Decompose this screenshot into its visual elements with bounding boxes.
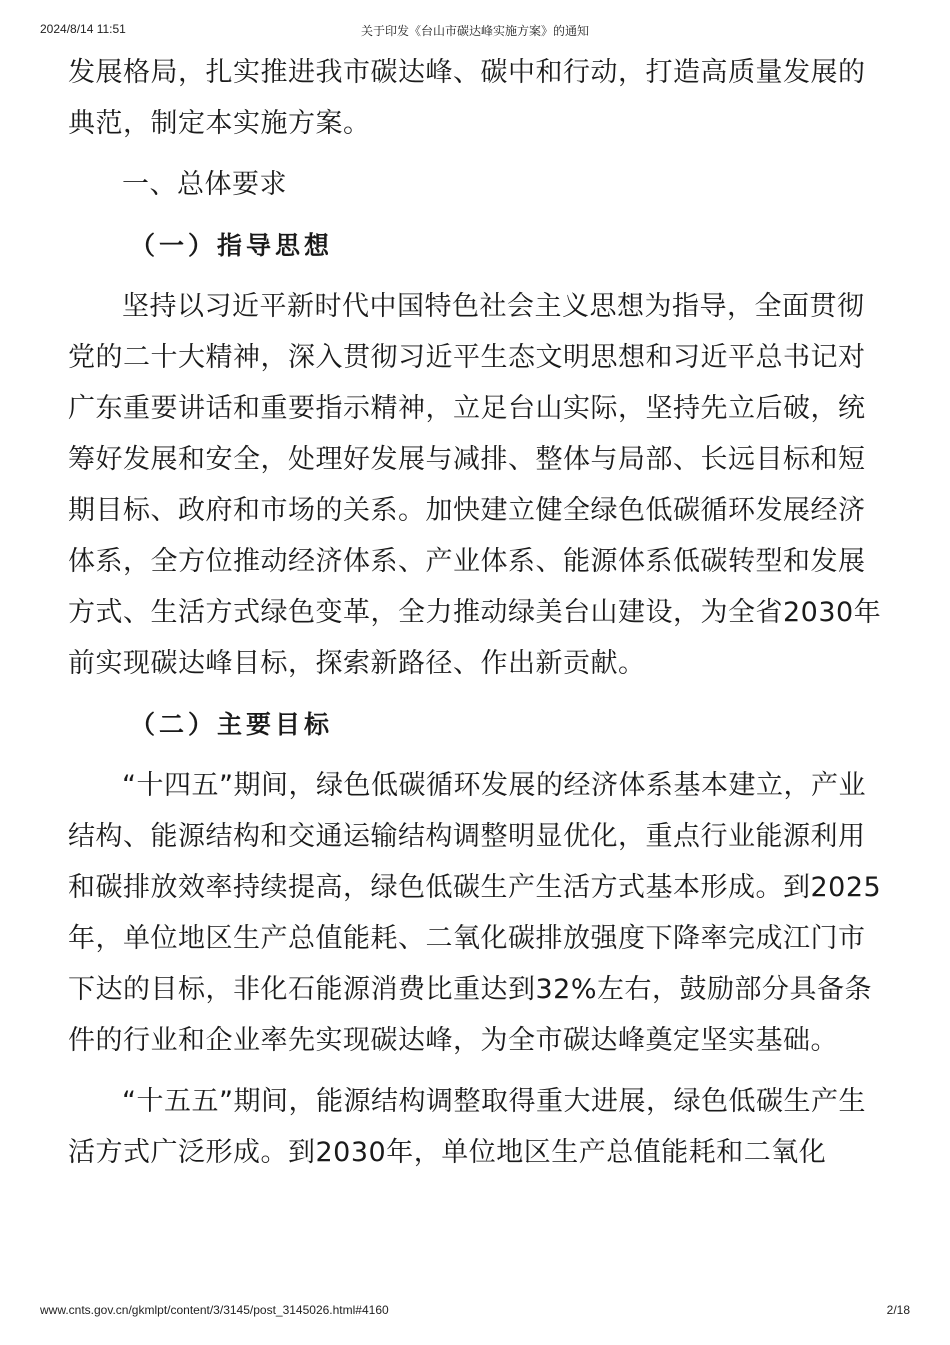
section-heading-overall-requirements: 一、总体要求: [122, 169, 287, 200]
goals-15th-five-year-paragraph: “十五五”期间，能源结构调整取得重大进展，绿色低碳生产生活方式广泛形成。到2030年，单位地区生产总值能耗和二氧化: [68, 1086, 866, 1168]
document-title: 关于印发《台山市碳达峰实施方案》的通知: [360, 24, 589, 38]
page-number: 2/18: [886, 1303, 910, 1317]
document-body: [68, 47, 882, 1178]
subsection-heading-main-goals: （二）主要目标: [130, 710, 334, 739]
print-datetime: 2024/8/14 11:51: [40, 22, 126, 36]
print-header: [40, 22, 910, 42]
print-footer: [40, 1303, 910, 1321]
subsection-heading-guiding-ideology: （一）指导思想: [130, 231, 334, 260]
guiding-ideology-paragraph: 坚持以习近平新时代中国特色社会主义思想为指导，全面贯彻党的二十大精神，深入贯彻习近平生态文明思想和习近平总书记对广东重要讲话和重要指示精神，立足台山实际，坚持先立后破，统筹好发展和安全，处理好发展与减排、整体与局部、长远目标和短期目标、政府和市场的关系。加快建立健全绿色低碳循环发展经济体系，全方位推动经济体系、产业体系、能源体系低碳转型和发展方式、生活方式绿色变革，全力推动绿美台山建设，为全省2030年前实现碳达峰目标，探索新路径、作出新贡献。: [68, 291, 882, 679]
goals-14th-five-year-paragraph: “十四五”期间，绿色低碳循环发展的经济体系基本建立，产业结构、能源结构和交通运输结构调整明显优化，重点行业能源利用和碳排放效率持续提高，绿色低碳生产生活方式基本形成。到2025年，单位地区生产总值能耗、二氧化碳排放强度下降率完成江门市下达的目标，非化石能源消费比重达到32%左右，鼓励部分具备条件的行业和企业率先实现碳达峰，为全市碳达峰奠定坚实基础。: [68, 770, 882, 1056]
source-url: www.cnts.gov.cn/gkmlpt/content/3/3145/post_3145026.html#4160: [40, 1303, 389, 1317]
lead-paragraph: 发展格局，扎实推进我市碳达峰、碳中和行动，打造高质量发展的典范，制定本实施方案。: [68, 57, 866, 139]
